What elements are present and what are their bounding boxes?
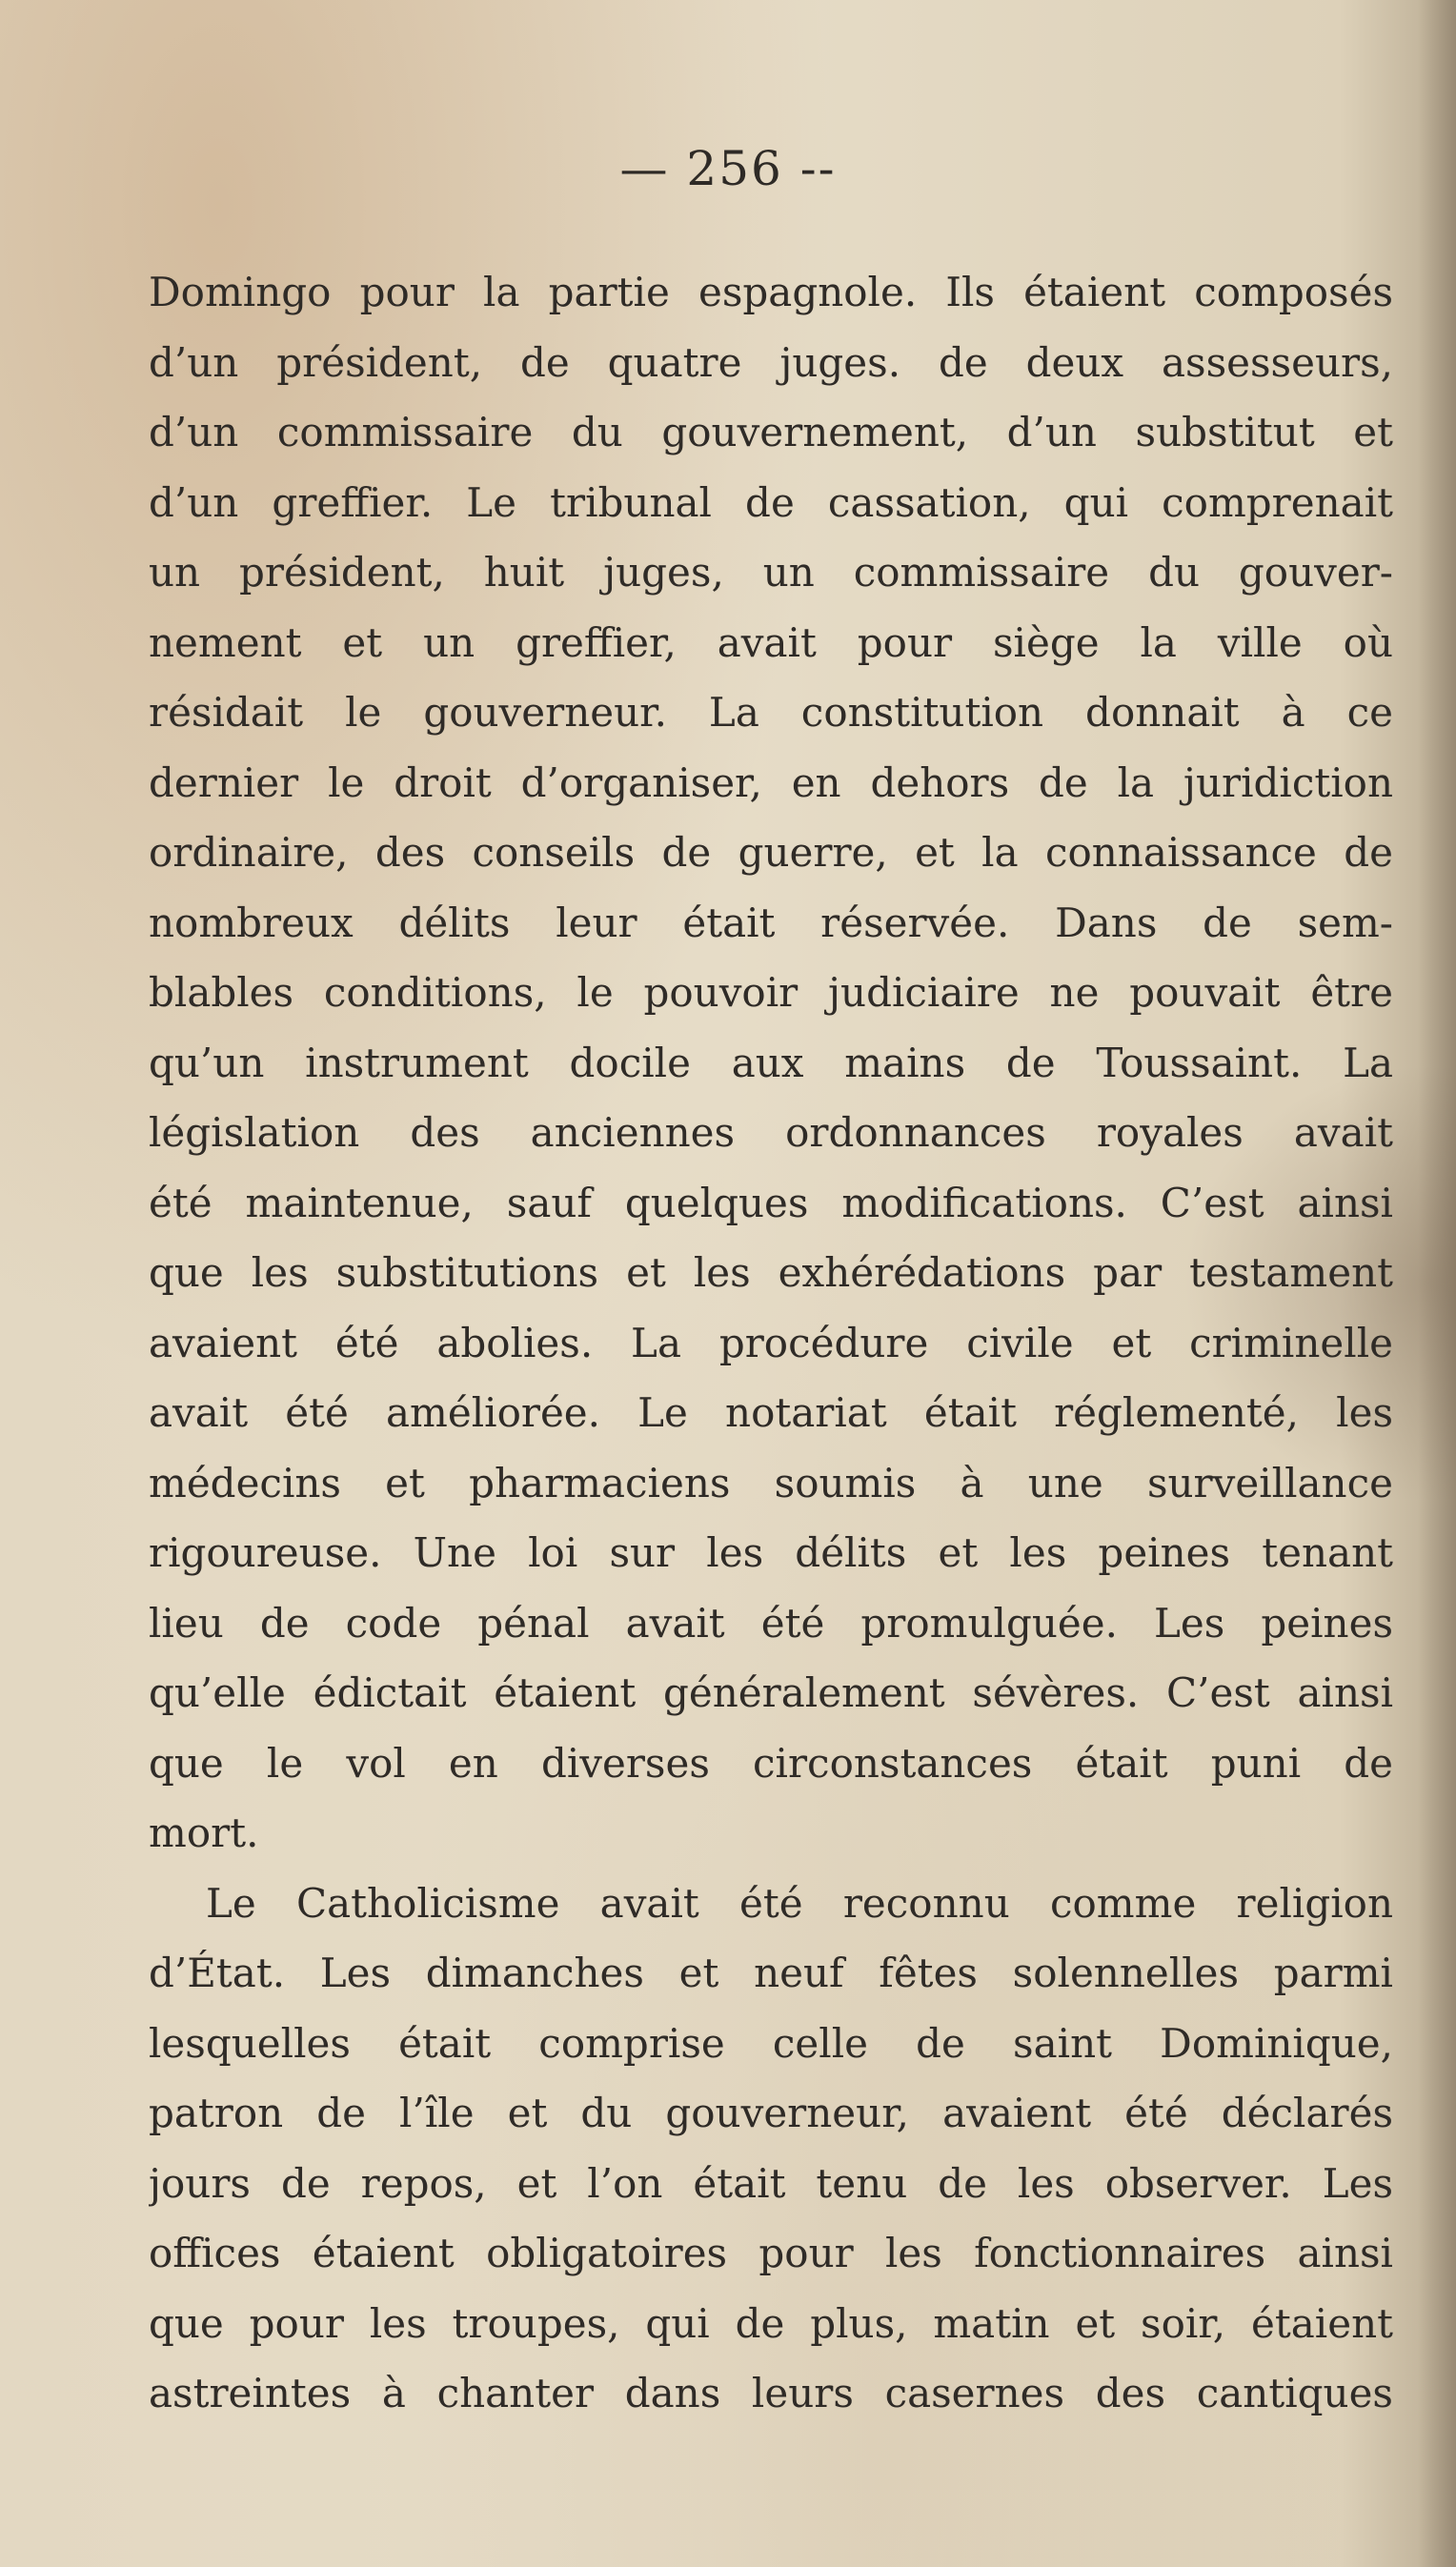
- text-line: rigoureuse. Une loi sur les délits et les peines tenant: [149, 1529, 1393, 1576]
- text-line: ordinaire, des conseils de guerre, et la connaissance de: [149, 829, 1393, 876]
- text-line: médecins et pharmaciens soumis à une surveillance: [149, 1459, 1393, 1506]
- text-line-paragraph-end: mort.: [149, 1809, 259, 1856]
- text-line: d’un greffier. Le tribunal de cassation, qui comprenait: [149, 478, 1393, 526]
- page-number: — 256 --: [619, 141, 837, 196]
- page-edge-shadow: [1418, 0, 1456, 2567]
- text-line: que les substitutions et les exhérédations par testament: [149, 1249, 1393, 1296]
- text-line: nement et un greffier, avait pour siège la ville où: [149, 618, 1393, 666]
- text-line: offices étaient obligatoires pour les fonctionnaires ainsi: [149, 2230, 1393, 2276]
- text-line: qu’un instrument docile aux mains de Toussaint. La: [149, 1039, 1393, 1086]
- text-line: d’État. Les dimanches et neuf fêtes solennelles parmi: [149, 1950, 1393, 1996]
- text-line: lesquelles était comprise celle de saint Dominique,: [149, 2019, 1393, 2067]
- text-line: d’un président, de quatre juges. de deux assesseurs,: [149, 338, 1393, 386]
- text-line: avait été améliorée. Le notariat était réglementé, les: [149, 1389, 1393, 1436]
- text-line: astreintes à chanter dans leurs casernes des cantiques: [149, 2370, 1393, 2416]
- text-line: dernier le droit d’organiser, en dehors de la juridiction: [149, 758, 1393, 806]
- text-line: que pour les troupes, qui de plus, matin et soir, étaient: [149, 2299, 1393, 2347]
- text-line: blables conditions, le pouvoir judiciaire ne pouvait être: [149, 969, 1393, 1016]
- text-line: d’un commissaire du gouvernement, d’un substitut et: [149, 409, 1393, 455]
- text-line: législation des anciennes ordonnances royales avait: [149, 1109, 1393, 1156]
- text-line: nombreux délits leur était réservée. Dans de sem-: [149, 899, 1393, 946]
- text-line: avaient été abolies. La procédure civile et criminelle: [149, 1319, 1393, 1366]
- text-line: résidait le gouverneur. La constitution donnait à ce: [149, 689, 1393, 736]
- text-line: Domingo pour la partie espagnole. Ils étaient composés: [149, 269, 1393, 315]
- text-line-paragraph-start: Le Catholicisme avait été reconnu comme religion: [206, 1879, 1393, 1927]
- text-line: qu’elle édictait étaient généralement sévères. C’est ainsi: [149, 1669, 1393, 1716]
- body-text: [149, 257, 1393, 2429]
- text-line: patron de l’île et du gouverneur, avaient été déclarés: [149, 2090, 1393, 2136]
- text-line: que le vol en diverses circonstances était puni de: [149, 1739, 1393, 1787]
- text-line: un président, huit juges, un commissaire du gouver-: [149, 549, 1393, 596]
- text-line: lieu de code pénal avait été promulguée. Les peines: [149, 1599, 1393, 1647]
- text-line: été maintenue, sauf quelques modifications. C’est ainsi: [149, 1179, 1393, 1226]
- text-line: jours de repos, et l’on était tenu de les observer. Les: [149, 2159, 1393, 2207]
